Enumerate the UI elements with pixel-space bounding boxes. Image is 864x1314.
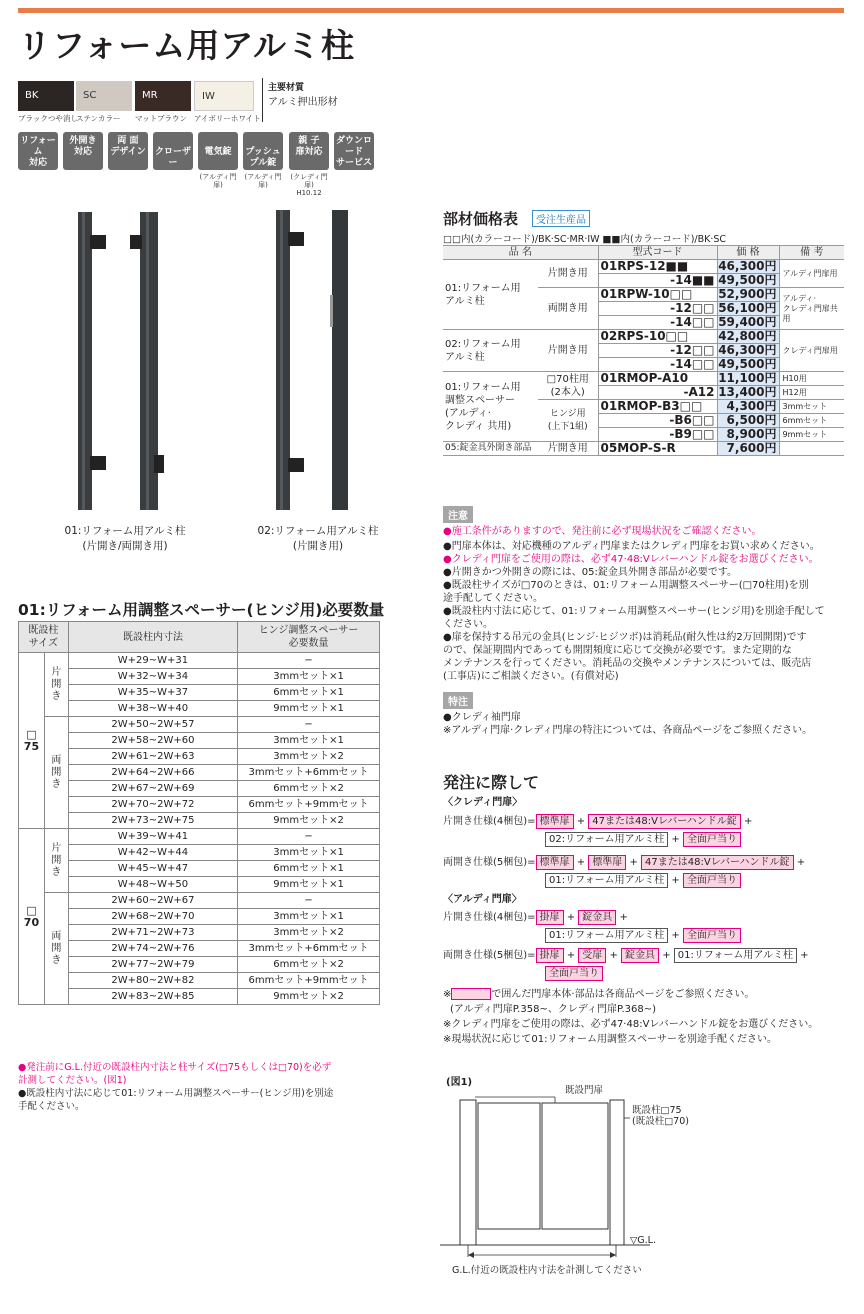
- swatch-caption: ステンカラー: [76, 114, 121, 123]
- order-note-1b: (アルディ門扉P.358~、クレディ門扉P.368~): [450, 1004, 657, 1015]
- swatch-caption: ブラックつや消し: [18, 114, 78, 123]
- spacer-qty: 6mmセット×1: [238, 861, 380, 877]
- spacer-dimension: W+35~W+37: [68, 685, 237, 701]
- spacer-dimension: 2W+50~2W+57: [68, 717, 237, 733]
- parts-price: 7,600円: [717, 442, 779, 456]
- figure-caption: G.L.付近の既設柱内寸法を計測してください: [452, 1265, 642, 1276]
- credi-double-line-2: 01:リフォーム用アルミ柱 + 全面戸当り: [545, 873, 741, 889]
- figure-label: (図1): [446, 1077, 473, 1088]
- parts-group-03: 01:リフォーム用 調整スペーサー (アルディ· クレディ 共用): [443, 372, 538, 442]
- spacer-dimension: W+32~W+34: [68, 669, 237, 685]
- parts-code: -12□□: [598, 344, 717, 358]
- material-value: アルミ押出形材: [268, 97, 338, 108]
- part-box: 受扉: [578, 948, 606, 963]
- spacer-qty: 6mmセット+9mmセット: [238, 973, 380, 989]
- credi-label: 〈クレディ門扉〉: [443, 797, 523, 808]
- parts-price: 46,300円: [717, 344, 779, 358]
- feature-icon: クローザー: [153, 132, 193, 170]
- spacer-qty: 3mmセット×2: [238, 749, 380, 765]
- spacer-dimension: 2W+83~2W+85: [68, 989, 237, 1005]
- parts-code: -B6□□: [598, 414, 717, 428]
- spacer-qty: −: [238, 829, 380, 845]
- swatch-caption: アイボリーホワイト: [194, 114, 261, 123]
- part-box: 錠金具: [621, 948, 659, 963]
- ardi-double-line-1: 両開き仕様(5梱包)= 掛扉 + 受扉 + 錠金具 + 01:リフォーム用アルミ柱 +: [443, 950, 809, 961]
- spacer-dimension: 2W+80~2W+82: [68, 973, 237, 989]
- pillar-02-left: [276, 210, 304, 510]
- color-code-note: □□内(カラーコード)/BK·SC·MR·IW ■■内(カラーコード)/BK·SC: [443, 231, 844, 246]
- parts-code: -B9□□: [598, 428, 717, 442]
- made-to-order-badge: 受注生産品: [532, 210, 590, 227]
- part-box: 47または48:Vレバーハンドル錠: [641, 855, 793, 870]
- spacer-dimension: 2W+68~2W+70: [68, 909, 237, 925]
- spacer-qty: 3mmセット×1: [238, 669, 380, 685]
- pink-box-sample: [451, 988, 491, 1000]
- caution-item: ●片開きかつ外開きの際には、05:錠金具外開き部品が必要です。: [443, 567, 738, 578]
- spacer-qty: 3mmセット+6mmセット: [238, 765, 380, 781]
- order-title: 発注に際して: [443, 773, 540, 792]
- part-box: 掛扉: [536, 948, 564, 963]
- part-box: 標準扉: [536, 814, 574, 829]
- ardi-label: 〈アルディ門扉〉: [443, 894, 522, 905]
- part-box: 全面戸当り: [545, 966, 603, 981]
- parts-note: [779, 442, 844, 456]
- spacer-qty: −: [238, 893, 380, 909]
- feature-icon: プッシュプル錠: [243, 132, 283, 170]
- parts-code: -14□□: [598, 358, 717, 372]
- special-item: ●クレディ袖門扉: [443, 712, 521, 723]
- spacer-qty: 9mmセット×2: [238, 813, 380, 829]
- caution-item: ●既設柱内寸法に応じて、01:リフォーム用調整スペーサー(ヒンジ用)を別途手配して ください。: [443, 606, 825, 630]
- order-note-3: ※現場状況に応じて01:リフォーム用調整スペーサーを別途手配ください。: [443, 1034, 777, 1045]
- parts-note: H10用: [779, 372, 844, 386]
- spacer-qty: 9mmセット×1: [238, 877, 380, 893]
- special-label: 特注: [443, 692, 473, 709]
- parts-code: 02RPS-10□□: [598, 330, 717, 344]
- parts-group-02: 02:リフォーム用 アルミ柱: [443, 330, 538, 372]
- parts-sub-70: □70柱用 (2本入): [538, 372, 598, 400]
- order-note-1: ※ で囲んだ門扉本体·部品は各商品ページをご参照ください。: [443, 989, 755, 1000]
- caution-item: ●施工条件がありますので、発注前に必ず現場状況をご確認ください。: [443, 526, 762, 537]
- spacer-qty: 9mmセット×1: [238, 701, 380, 717]
- caution-item: ●クレディ門扉をご使用の際は、必ず47·48:Vレバーハンドル錠をお選びください。: [443, 554, 819, 565]
- part-box: 01:リフォーム用アルミ柱: [545, 928, 668, 943]
- parts-group-05: 05:錠金具外開き部品: [443, 442, 538, 456]
- pillar-01-right: [130, 212, 164, 510]
- part-box: 02:リフォーム用アルミ柱: [545, 832, 668, 847]
- spacer-size-cell: □ 75: [19, 653, 45, 829]
- credi-double-line-1: 両開き仕様(5梱包)= 標準扉 + 標準扉 + 47または48:Vレバーハンドル錠 +: [443, 857, 806, 868]
- part-box: 01:リフォーム用アルミ柱: [545, 873, 668, 888]
- part-box: 掛扉: [536, 910, 564, 925]
- spacer-qty: 3mmセット×1: [238, 733, 380, 749]
- spacer-dimension: 2W+71~2W+73: [68, 925, 237, 941]
- special-item: ※アルディ門扉·クレディ門扉の特注については、各商品ページをご参照ください。: [443, 725, 813, 736]
- spacer-qty: 3mmセット×1: [238, 909, 380, 925]
- material-label: 主要材質: [268, 83, 305, 93]
- parts-code: 01RPW-10□□: [598, 288, 717, 302]
- spacer-note-1: ●発注前にG.L.付近の既設柱内寸法と柱サイズ(□75もしくは□70)を必ず 計測してください。(図1): [18, 1062, 332, 1086]
- spacer-dimension: W+29~W+31: [68, 653, 237, 669]
- spacer-header-size: 既設柱 サイズ: [19, 622, 69, 653]
- spacer-dimension: W+45~W+47: [68, 861, 237, 877]
- ardi-double-line-2: [545, 966, 603, 982]
- caution-item: ●扉を保持する吊元の金具(ヒンジ·ヒジツボ)は消耗品(耐久性は約2万回開閉)です ので、保証期間内であっても開閉頻度に応じて交換が必要です。また定期的な メンテナンスを行ってください。消耗品の交換やメンテナンスについては、販売店 (工事店)にご相談ください。(有償対応): [443, 632, 812, 682]
- spacer-size-cell: □ 70: [19, 829, 45, 1005]
- spec-label: 片開き仕様(4梱包)=: [443, 912, 536, 923]
- ardi-single-line-1: 片開き仕様(4梱包)= 掛扉 + 錠金具 +: [443, 912, 628, 923]
- parts-code: 05MOP-S-R: [598, 442, 717, 456]
- spacer-type-cell: 片 開 き: [44, 653, 68, 717]
- swatch-caption: マットブラウン: [135, 114, 187, 123]
- spacer-header-qty: ヒンジ調整スペーサー 必要数量: [238, 622, 380, 653]
- spacer-dimension: 2W+73~2W+75: [68, 813, 237, 829]
- part-box: 全面戸当り: [683, 873, 741, 888]
- parts-price: 8,900円: [717, 428, 779, 442]
- feature-icon: 電気錠: [198, 132, 238, 170]
- part-box: 47または48:Vレバーハンドル錠: [588, 814, 740, 829]
- spacer-dimension: 2W+58~2W+60: [68, 733, 237, 749]
- pillar-01-left: [78, 212, 106, 510]
- parts-price: 6,500円: [717, 414, 779, 428]
- parts-header-code: 型式コード: [598, 246, 717, 260]
- feature-icon-caption: (アルディ門扉): [199, 173, 237, 189]
- parts-code: -14■■: [598, 274, 717, 288]
- spacer-type-cell: 片 開 き: [44, 829, 68, 893]
- feature-icon-caption: (アルディ門扉): [244, 173, 282, 189]
- top-accent-bar: [18, 8, 844, 13]
- spacer-dimension: 2W+77~2W+79: [68, 957, 237, 973]
- spacer-qty: 6mmセット×1: [238, 685, 380, 701]
- swatch-sc: SC: [76, 81, 132, 111]
- parts-price-table: [443, 245, 844, 456]
- figure-diagram: [440, 1085, 650, 1285]
- parts-price: 11,100円: [717, 372, 779, 386]
- spacer-qty: −: [238, 717, 380, 733]
- parts-price: 52,900円: [717, 288, 779, 302]
- parts-note: クレディ門扉用: [779, 330, 844, 372]
- spacer-title: 01:リフォーム用調整スペーサー(ヒンジ用)必要数量: [18, 601, 385, 619]
- parts-sub-double: 両開き用: [538, 288, 598, 330]
- feature-icon-caption: (クレディ門扉) H10.12: [290, 173, 328, 197]
- spacer-dimension: W+39~W+41: [68, 829, 237, 845]
- parts-note: H12用: [779, 386, 844, 400]
- caution-item: ●門扉本体は、対応機種のアルディ門扉またはクレディ門扉をお買い求めください。: [443, 541, 820, 552]
- parts-note: アルディ門扉用: [779, 260, 844, 288]
- figure-gl-label: ▽G.L.: [630, 1235, 656, 1246]
- spacer-qty: 6mmセット+9mmセット: [238, 797, 380, 813]
- parts-header-name: 品 名: [443, 246, 598, 260]
- feature-icon: 親 子 扉対応: [289, 132, 329, 170]
- parts-sub-single: 片開き用: [538, 260, 598, 288]
- figure-gate-label: 既設門扉: [565, 1085, 604, 1096]
- spacer-qty: 6mmセット×2: [238, 781, 380, 797]
- parts-title: 部材価格表: [443, 210, 519, 228]
- parts-group-01: 01:リフォーム用 アルミ柱: [443, 260, 538, 330]
- parts-price: 49,500円: [717, 274, 779, 288]
- parts-code: 01RMOP-A10: [598, 372, 717, 386]
- page-title: リフォーム用アルミ柱: [18, 26, 356, 65]
- caution-item: ●既設柱サイズが□70のときは、01:リフォーム用調整スペーサー(□70柱用)を別 途手配してください。: [443, 580, 809, 604]
- spacer-qty: −: [238, 653, 380, 669]
- spec-label: 両開き仕様(5梱包)=: [443, 950, 536, 961]
- parts-code: -A12: [598, 386, 717, 400]
- feature-icon: 外開き 対応: [63, 132, 103, 170]
- spacer-type-cell: 両 開 き: [44, 717, 68, 829]
- spacer-dimension: W+38~W+40: [68, 701, 237, 717]
- spacer-header-dim: 既設柱内寸法: [68, 622, 237, 653]
- spacer-type-cell: 両 開 き: [44, 893, 68, 1005]
- spacer-qty: 9mmセット×2: [238, 989, 380, 1005]
- credi-single-line-1: 片開き仕様(4梱包)= 標準扉 + 47または48:Vレバーハンドル錠 +: [443, 816, 753, 827]
- part-box: 標準扉: [536, 855, 574, 870]
- parts-price: 59,400円: [717, 316, 779, 330]
- spacer-note-2: ●既設柱内寸法に応じて01:リフォーム用調整スペーサー(ヒンジ用)を別途 手配ください。: [18, 1088, 334, 1112]
- feature-icon: リフォーム 対応: [18, 132, 58, 170]
- caution-label: 注意: [443, 506, 473, 523]
- spacer-dimension: 2W+61~2W+63: [68, 749, 237, 765]
- parts-price: 56,100円: [717, 302, 779, 316]
- swatch-mr: MR: [135, 81, 191, 111]
- product-illustration: [60, 200, 390, 520]
- spacer-dimension: 2W+70~2W+72: [68, 797, 237, 813]
- spacer-qty: 3mmセット+6mmセット: [238, 941, 380, 957]
- parts-price: 4,300円: [717, 400, 779, 414]
- spacer-dimension: W+48~W+50: [68, 877, 237, 893]
- part-box: 錠金具: [578, 910, 616, 925]
- ardi-single-line-2: 01:リフォーム用アルミ柱 + 全面戸当り: [545, 928, 741, 944]
- part-box: 01:リフォーム用アルミ柱: [674, 948, 797, 963]
- parts-code: -12□□: [598, 302, 717, 316]
- parts-note: 9mmセット: [779, 428, 844, 442]
- feature-icon: 両 面 デザイン: [108, 132, 148, 170]
- parts-code: 01RPS-12■■: [598, 260, 717, 274]
- parts-price: 42,800円: [717, 330, 779, 344]
- parts-sub-hinge: ヒンジ用 (上下1組): [538, 400, 598, 442]
- order-note-2: ※クレディ門扉をご使用の際は、必ず47·48:Vレバーハンドル錠をお選びください。: [443, 1019, 819, 1030]
- spacer-dimension: 2W+64~2W+66: [68, 765, 237, 781]
- part-box: 標準扉: [588, 855, 626, 870]
- spacer-qty: 3mmセット×1: [238, 845, 380, 861]
- parts-header-note: 備 考: [779, 246, 844, 260]
- credi-single-line-2: 02:リフォーム用アルミ柱 + 全面戸当り: [545, 832, 741, 848]
- spacer-qty: 6mmセット×2: [238, 957, 380, 973]
- pillar-02-right: [330, 210, 348, 510]
- spacer-table: [18, 621, 380, 1005]
- parts-code: 01RMOP-B3□□: [598, 400, 717, 414]
- product-caption-02: 02:リフォーム用アルミ柱 (片開き用): [257, 525, 379, 552]
- part-box: 全面戸当り: [683, 928, 741, 943]
- parts-price: 13,400円: [717, 386, 779, 400]
- spacer-dimension: 2W+67~2W+69: [68, 781, 237, 797]
- parts-sub-single: 片開き用: [538, 330, 598, 372]
- part-box: 全面戸当り: [683, 832, 741, 847]
- spacer-dimension: 2W+74~2W+76: [68, 941, 237, 957]
- spec-label: 両開き仕様(5梱包)=: [443, 857, 536, 868]
- swatch-bk: BK: [18, 81, 74, 111]
- parts-note: アルディ· クレディ門扉共用: [779, 288, 844, 330]
- spec-label: 片開き仕様(4梱包)=: [443, 816, 536, 827]
- swatch-iw: IW: [194, 81, 254, 111]
- parts-note: 6mmセット: [779, 414, 844, 428]
- parts-price: 46,300円: [717, 260, 779, 274]
- product-caption-01: 01:リフォーム用アルミ柱 (片開き/両開き用): [64, 525, 186, 552]
- figure-pillar-label: 既設柱□75 (既設柱□70): [632, 1105, 689, 1127]
- parts-price: 49,500円: [717, 358, 779, 372]
- parts-code: -14□□: [598, 316, 717, 330]
- parts-note: 3mmセット: [779, 400, 844, 414]
- spacer-qty: 3mmセット×2: [238, 925, 380, 941]
- parts-header-price: 価 格: [717, 246, 779, 260]
- feature-icon: ダウンロード サービス: [334, 132, 374, 170]
- spacer-dimension: W+42~W+44: [68, 845, 237, 861]
- parts-sub-single: 片開き用: [538, 442, 598, 456]
- divider: [262, 78, 263, 122]
- spacer-dimension: 2W+60~2W+67: [68, 893, 237, 909]
